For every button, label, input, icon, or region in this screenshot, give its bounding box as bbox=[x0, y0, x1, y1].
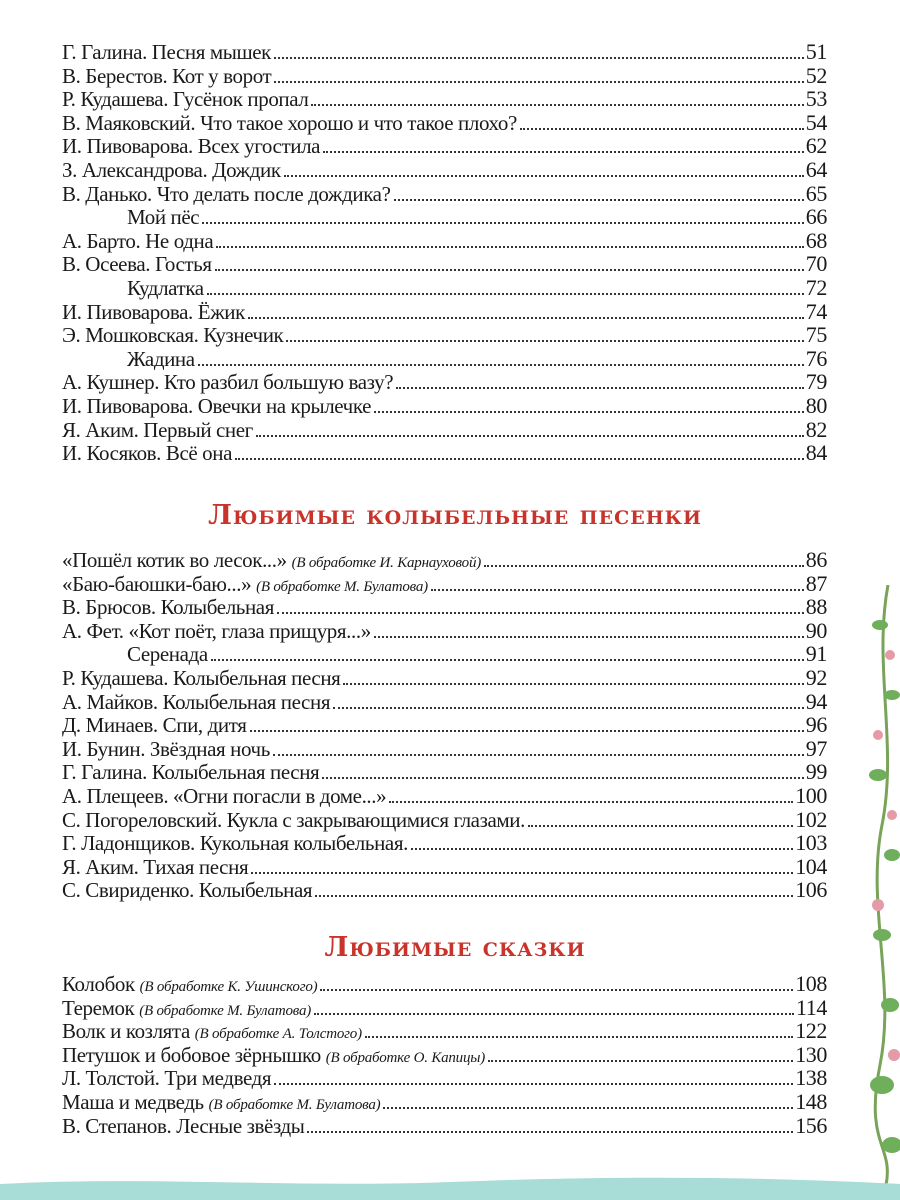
page-number: 92 bbox=[805, 664, 827, 690]
page-number: 76 bbox=[805, 345, 827, 371]
dot-leader bbox=[322, 777, 803, 779]
entry-title: В. Данько. Что делать после дождика? bbox=[62, 181, 391, 206]
dot-leader bbox=[207, 293, 804, 295]
page-number: 80 bbox=[805, 392, 827, 418]
toc-entry[interactable] bbox=[62, 229, 827, 253]
page-number: 82 bbox=[805, 416, 827, 442]
toc-entry[interactable] bbox=[62, 972, 827, 996]
entry-title: И. Пивоварова. Ёжик bbox=[62, 299, 245, 324]
page-number: 64 bbox=[805, 156, 827, 182]
toc-entry[interactable] bbox=[62, 300, 827, 324]
entry-title: И. Косяков. Всё она bbox=[62, 441, 233, 466]
dot-leader bbox=[374, 411, 804, 413]
entry-title: Мой пёс bbox=[127, 205, 200, 230]
toc-entry[interactable] bbox=[62, 713, 827, 737]
toc-entry[interactable] bbox=[62, 1114, 827, 1138]
dot-leader bbox=[383, 1107, 793, 1109]
page-number: 91 bbox=[805, 641, 827, 667]
page-number: 74 bbox=[805, 298, 827, 324]
entry-title: А. Майков. Колыбельная песня bbox=[62, 689, 331, 714]
dot-leader bbox=[235, 458, 804, 460]
toc-entry[interactable] bbox=[62, 642, 827, 666]
entry-title: А. Барто. Не одна bbox=[62, 228, 214, 253]
page-number: 102 bbox=[795, 806, 827, 832]
entry-title: В. Осеева. Гостья bbox=[62, 252, 212, 277]
water-wave-decoration bbox=[0, 1174, 900, 1200]
dot-leader bbox=[343, 683, 803, 685]
entry-title: Маша и медведь bbox=[62, 1089, 204, 1114]
page-number: 103 bbox=[795, 830, 827, 856]
page-number: 62 bbox=[805, 133, 827, 159]
toc-entry[interactable] bbox=[62, 64, 827, 88]
section-heading-lullabies: Любимые колыбельные песенки bbox=[208, 500, 702, 531]
dot-leader bbox=[315, 895, 793, 897]
entry-title: «Пошёл котик во лесок...» bbox=[62, 548, 287, 572]
toc-entry[interactable] bbox=[62, 737, 827, 761]
page-number: 87 bbox=[805, 570, 827, 596]
dot-leader bbox=[284, 175, 804, 177]
dot-leader bbox=[202, 222, 804, 224]
page-number: 68 bbox=[805, 227, 827, 253]
toc-entry[interactable] bbox=[62, 595, 827, 619]
page-number: 86 bbox=[805, 547, 827, 572]
entry-title: В. Степанов. Лесные звёзды bbox=[62, 1113, 305, 1138]
entry-title: Г. Ладонщиков. Кукольная колыбельная. bbox=[62, 831, 408, 856]
dot-leader bbox=[198, 364, 804, 366]
dot-leader bbox=[528, 825, 793, 827]
dot-leader bbox=[211, 659, 804, 661]
page-number: 65 bbox=[805, 180, 827, 206]
dot-leader bbox=[314, 1013, 794, 1015]
entry-title: «Баю-баюшки-баю...» bbox=[62, 571, 252, 596]
entry-title: З. Александрова. Дождик bbox=[62, 157, 281, 182]
entry-note: (В обработке М. Булатова) bbox=[139, 1002, 312, 1019]
toc-entry[interactable] bbox=[62, 158, 827, 182]
dot-leader bbox=[215, 269, 804, 271]
page-number: 79 bbox=[805, 369, 827, 395]
dot-leader bbox=[396, 387, 804, 389]
toc-entry[interactable] bbox=[62, 808, 827, 832]
entry-title: А. Фет. «Кот поёт, глаза прищуря...» bbox=[62, 618, 371, 643]
entry-title: А. Плещеев. «Огни погасли в доме...» bbox=[62, 783, 387, 808]
entry-title: Серенада bbox=[127, 642, 208, 667]
dot-leader bbox=[274, 57, 804, 59]
entry-title: Г. Галина. Песня мышек bbox=[62, 40, 271, 64]
entry-title: Э. Мошковская. Кузнечик bbox=[62, 323, 284, 348]
toc-section-fairy-tales bbox=[62, 972, 827, 1137]
entry-title: И. Пивоварова. Овечки на крылечке bbox=[62, 393, 372, 418]
entry-note: (В обработке А. Толстого) bbox=[194, 1026, 362, 1043]
dot-leader bbox=[431, 589, 804, 591]
entry-title: В. Берестов. Кот у ворот bbox=[62, 63, 272, 88]
dot-leader bbox=[488, 1060, 793, 1062]
toc-entry[interactable] bbox=[62, 323, 827, 347]
entry-title: А. Кушнер. Кто разбил большую вазу? bbox=[62, 370, 394, 395]
dot-leader bbox=[333, 707, 804, 709]
toc-entry[interactable] bbox=[62, 1090, 827, 1114]
dot-leader bbox=[311, 104, 803, 106]
dot-leader bbox=[273, 754, 804, 756]
dot-leader bbox=[389, 801, 793, 803]
dot-leader bbox=[307, 1131, 793, 1133]
entry-title: С. Свириденко. Колыбельная bbox=[62, 878, 313, 903]
toc-entry[interactable] bbox=[62, 394, 827, 418]
entry-title: Петушок и бобовое зёрнышко bbox=[62, 1042, 321, 1067]
page-number: 122 bbox=[795, 1018, 827, 1044]
entry-title: Д. Минаев. Спи, дитя bbox=[62, 713, 247, 738]
dot-leader bbox=[394, 199, 804, 201]
toc-entry[interactable] bbox=[62, 370, 827, 394]
entry-note: (В обработке М. Булатова) bbox=[208, 1096, 381, 1113]
dot-leader bbox=[374, 636, 804, 638]
entry-title: Г. Галина. Колыбельная песня bbox=[62, 760, 320, 785]
page-number: 108 bbox=[795, 971, 827, 996]
toc-entry[interactable] bbox=[62, 276, 827, 300]
entry-title: И. Бунин. Звёздная ночь bbox=[62, 736, 270, 761]
entry-title: Я. Аким. Тихая песня bbox=[62, 854, 249, 879]
section-heading-fairy-tales: Любимые сказки bbox=[324, 932, 586, 963]
dot-leader bbox=[251, 872, 793, 874]
entry-title: С. Погореловский. Кукла с закрывающимися глазами. bbox=[62, 807, 525, 832]
entry-title: Волк и козлята bbox=[62, 1019, 190, 1044]
dot-leader bbox=[256, 435, 804, 437]
toc-entry[interactable] bbox=[62, 760, 827, 784]
toc-entry[interactable] bbox=[62, 205, 827, 229]
dot-leader bbox=[320, 989, 793, 991]
dot-leader bbox=[411, 848, 793, 850]
entry-title: Р. Кудашева. Гусёнок пропал bbox=[62, 87, 309, 112]
toc-entry[interactable] bbox=[62, 111, 827, 135]
toc-entry[interactable] bbox=[62, 87, 827, 111]
toc-section-poems bbox=[62, 40, 827, 465]
toc-entry[interactable] bbox=[62, 619, 827, 643]
toc-entry[interactable] bbox=[62, 182, 827, 206]
entry-note: (В обработке И. Карнауховой) bbox=[291, 555, 482, 571]
toc-section-lullabies bbox=[62, 548, 827, 902]
dot-leader bbox=[286, 340, 803, 342]
entry-note: (В обработке О. Капицы) bbox=[325, 1049, 486, 1066]
toc-entry[interactable] bbox=[62, 1019, 827, 1043]
entry-title: Я. Аким. Первый снег bbox=[62, 417, 253, 442]
toc-entry[interactable] bbox=[62, 784, 827, 808]
toc-entry[interactable] bbox=[62, 855, 827, 879]
dot-leader bbox=[277, 612, 804, 614]
entry-title: И. Пивоварова. Всех угостила bbox=[62, 134, 321, 159]
dot-leader bbox=[248, 317, 804, 319]
page-number: 138 bbox=[795, 1065, 827, 1091]
page-number: 88 bbox=[805, 594, 827, 620]
dot-leader bbox=[274, 1083, 793, 1085]
entry-title: Теремок bbox=[62, 995, 135, 1020]
page-number: 106 bbox=[795, 877, 827, 903]
page-number: 148 bbox=[795, 1088, 827, 1114]
dot-leader bbox=[365, 1036, 793, 1038]
page-number: 53 bbox=[805, 86, 827, 112]
toc-entry[interactable] bbox=[62, 831, 827, 855]
toc-entry[interactable] bbox=[62, 418, 827, 442]
page-number: 100 bbox=[795, 782, 827, 808]
entry-title: Жадина bbox=[127, 346, 195, 371]
page-number: 72 bbox=[805, 274, 827, 300]
page-number: 70 bbox=[805, 251, 827, 277]
toc-entry[interactable] bbox=[62, 548, 827, 572]
page-number: 90 bbox=[805, 617, 827, 643]
toc-entry[interactable] bbox=[62, 252, 827, 276]
toc-entry[interactable] bbox=[62, 441, 827, 465]
entry-title: В. Брюсов. Колыбельная bbox=[62, 595, 274, 620]
dot-leader bbox=[323, 151, 804, 153]
entry-title: Кудлатка bbox=[127, 275, 204, 300]
page-number: 156 bbox=[795, 1112, 827, 1138]
toc-entry[interactable] bbox=[62, 878, 827, 902]
page-number: 66 bbox=[805, 204, 827, 230]
dot-leader bbox=[484, 565, 804, 567]
toc-entry[interactable] bbox=[62, 134, 827, 158]
entry-note: (В обработке К. Ушинского) bbox=[139, 979, 318, 995]
page-number: 130 bbox=[795, 1041, 827, 1067]
page-number: 96 bbox=[805, 712, 827, 738]
toc-entry[interactable] bbox=[62, 666, 827, 690]
dot-leader bbox=[520, 128, 804, 130]
page-number: 94 bbox=[805, 688, 827, 714]
entry-title: Л. Толстой. Три медведя bbox=[62, 1066, 272, 1091]
page-number: 104 bbox=[795, 853, 827, 879]
dot-leader bbox=[250, 730, 804, 732]
entry-title: В. Маяковский. Что такое хорошо и что такое плохо? bbox=[62, 110, 517, 135]
toc-entry[interactable] bbox=[62, 347, 827, 371]
page-number: 75 bbox=[805, 322, 827, 348]
dot-leader bbox=[274, 81, 803, 83]
toc-entry[interactable] bbox=[62, 1043, 827, 1067]
page-number: 51 bbox=[805, 39, 827, 64]
entry-title: Р. Кудашева. Колыбельная песня bbox=[62, 665, 341, 690]
page-number: 99 bbox=[805, 759, 827, 785]
toc-entry[interactable] bbox=[62, 996, 827, 1020]
page-number: 52 bbox=[805, 62, 827, 88]
toc-entry[interactable] bbox=[62, 690, 827, 714]
page-number: 84 bbox=[805, 440, 827, 466]
dot-leader bbox=[216, 246, 804, 248]
floral-vine-decoration bbox=[868, 585, 900, 1185]
toc-entry[interactable] bbox=[62, 40, 827, 64]
entry-title: Колобок bbox=[62, 972, 135, 996]
entry-note: (В обработке М. Булатова) bbox=[256, 578, 428, 595]
page-number: 97 bbox=[805, 735, 827, 761]
page-number: 54 bbox=[805, 109, 827, 135]
page-number: 114 bbox=[796, 994, 827, 1020]
